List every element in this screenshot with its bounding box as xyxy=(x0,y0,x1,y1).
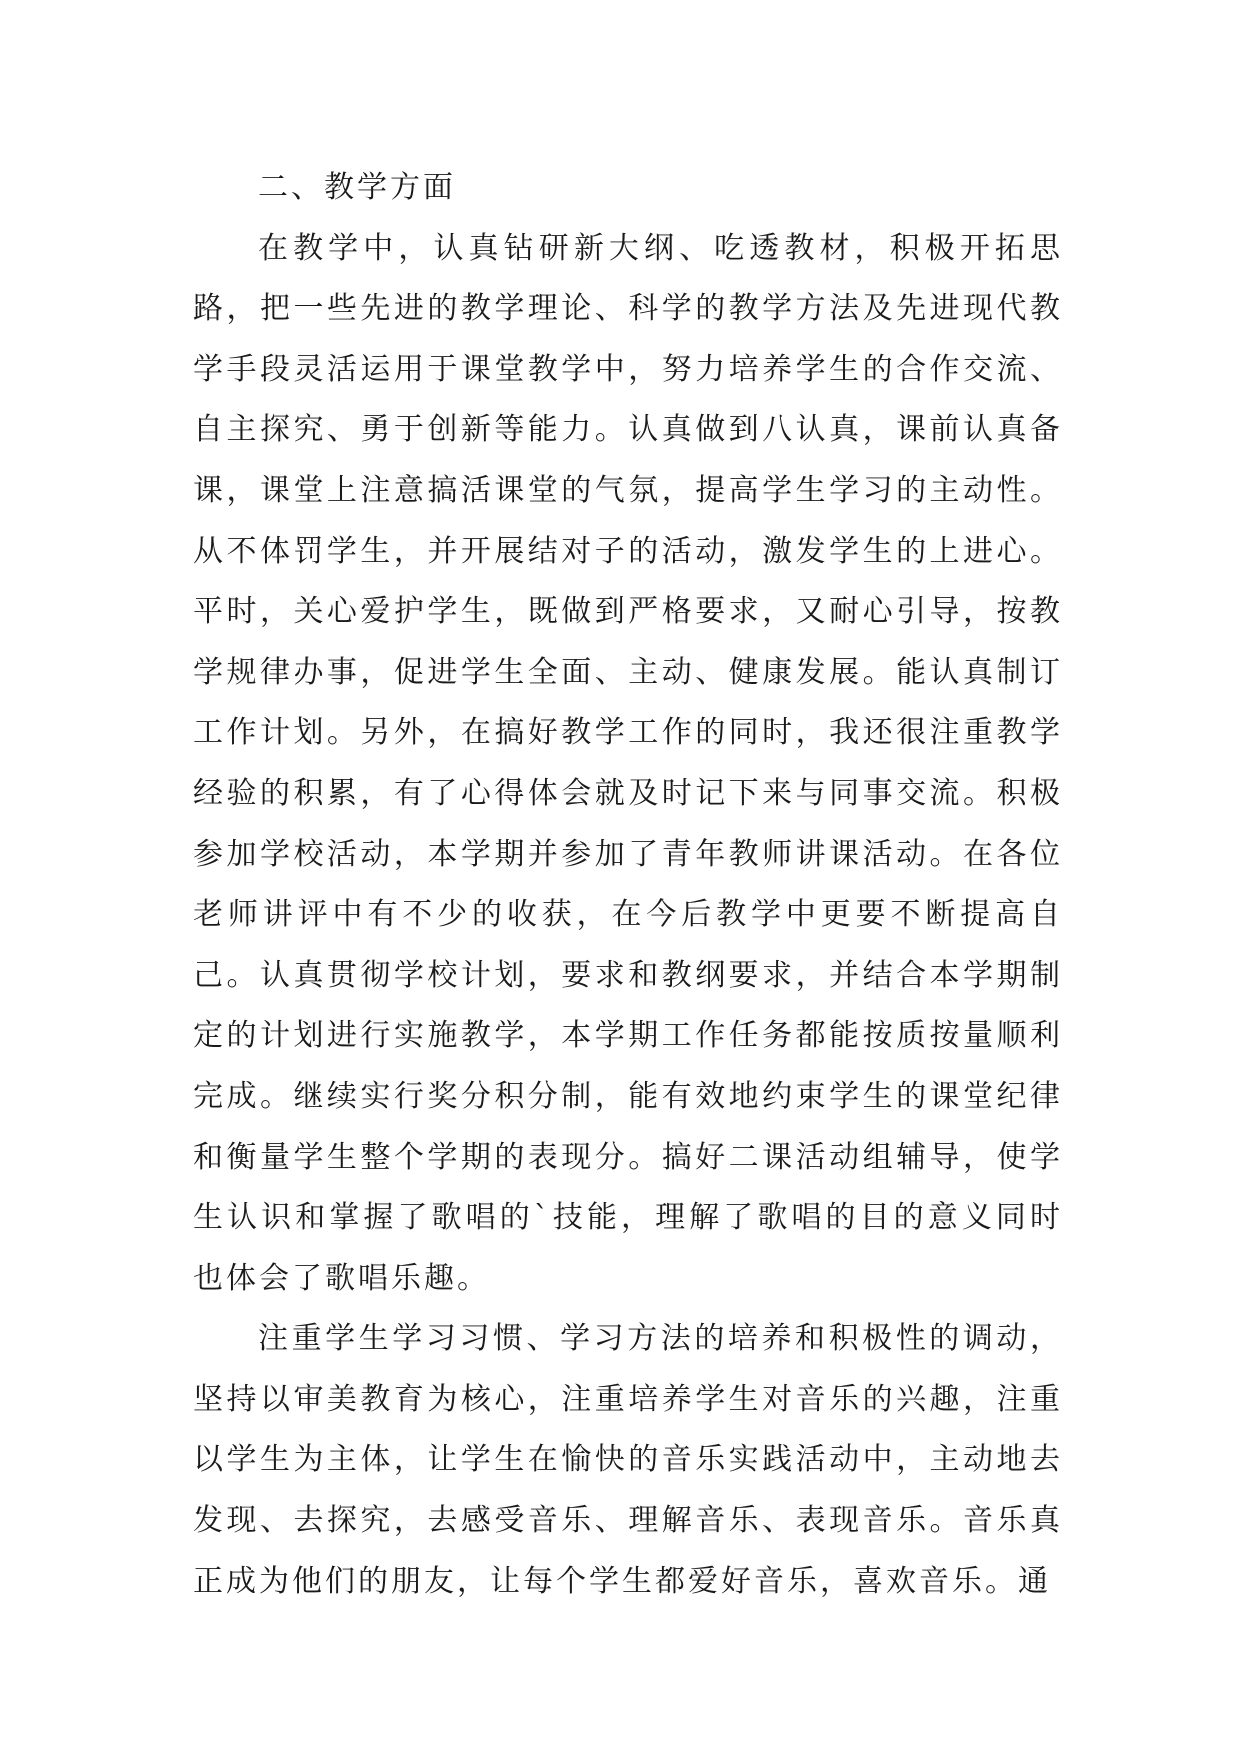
paragraph-habits: 注重学生学习习惯、学习方法的培养和积极性的调动，坚持以审美教育为核心，注重培养学生对音乐的兴趣，注重以学生为主体，让学生在愉快的音乐实践活动中，主动地去发现、去探究，去感受音乐、理解音乐、表现音乐。音乐真正成为他们的朋友，让每个学生都爱好音乐，喜欢音乐。通 xyxy=(193,1321,1063,1599)
section-heading: 二、教学方面 xyxy=(258,170,456,205)
document-body xyxy=(193,158,1063,1612)
paragraph-teaching: 在教学中，认真钻研新大纲、吃透教材，积极开拓思路，把一些先进的教学理论、科学的教学方法及先进现代教学手段灵活运用于课堂教学中，努力培养学生的合作交流、自主探究、勇于创新等能力。认真做到八认真，课前认真备课，课堂上注意搞活课堂的气氛，提高学生学习的主动性。从不体罚学生，并开展结对子的活动，激发学生的上进心。平时，关心爱护学生，既做到严格要求，又耐心引导，按教学规律办事，促进学生全面、主动、健康发展。能认真制订工作计划。另外，在搞好教学工作的同时，我还很注重教学经验的积累，有了心得体会就及时记下来与同事交流。积极参加学校活动，本学期并参加了青年教师讲课活动。在各位老师讲评中有不少的收获，在今后教学中更要不断提高自己。认真贯彻学校计划，要求和教纲要求，并结合本学期制定的计划进行实施教学，本学期工作任务都能按质按量顺利完成。继续实行奖分积分制，能有效地约束学生的课堂纪律和衡量学生整个学期的表现分。搞好二课活动组辅导，使学生认识和掌握了歌唱的`技能，理解了歌唱的目的意义同时也体会了歌唱乐趣。 xyxy=(193,230,1063,1296)
